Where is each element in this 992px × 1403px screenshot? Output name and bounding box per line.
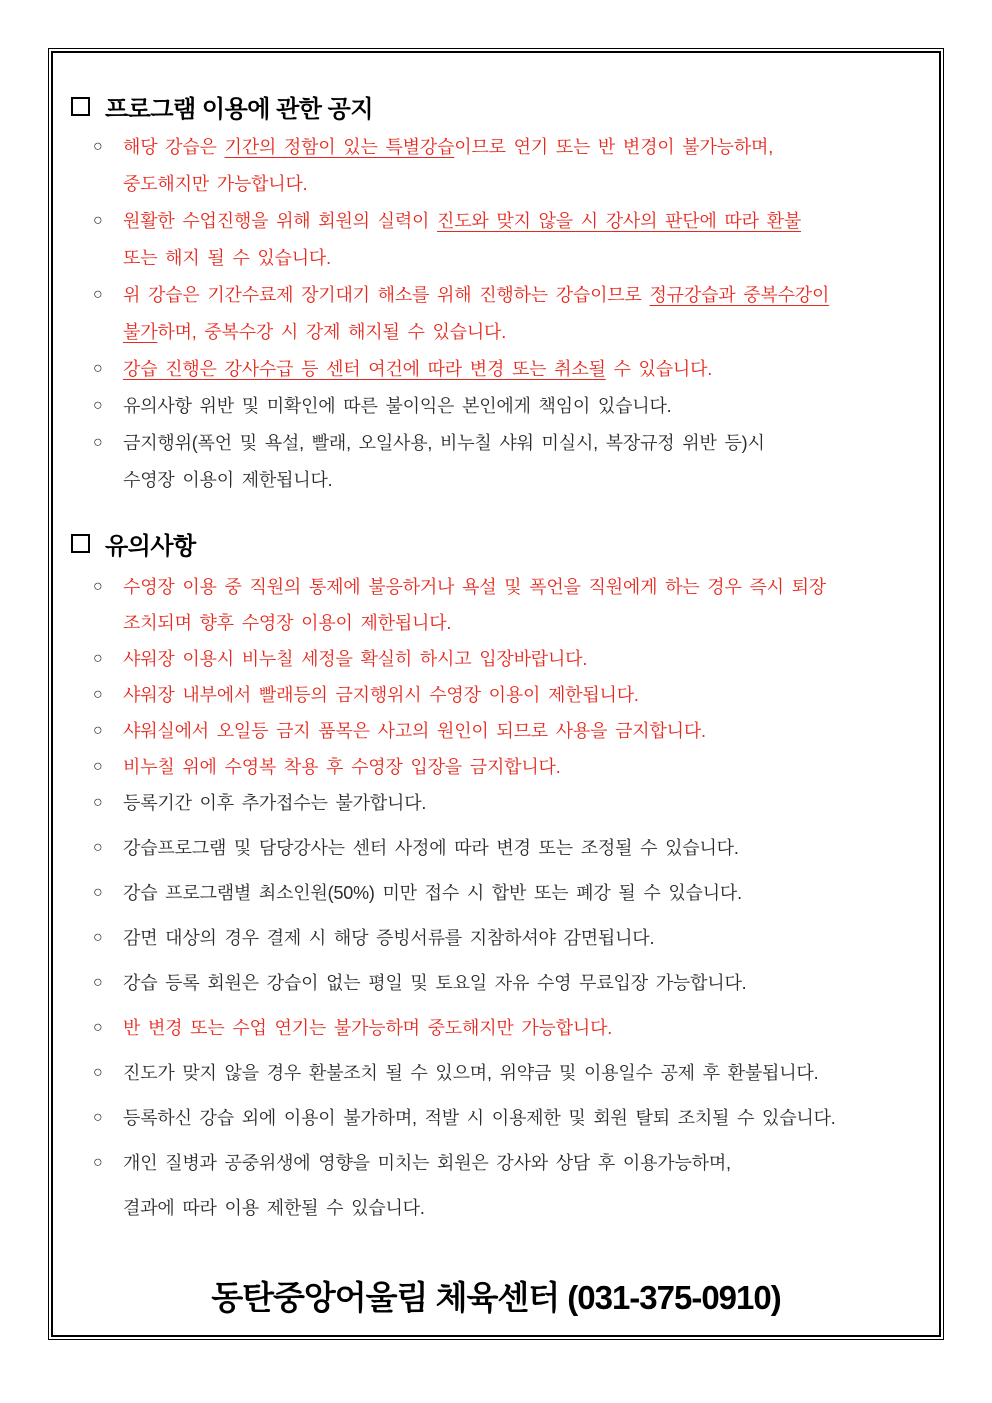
circle-bullet-icon: ○ bbox=[93, 360, 103, 377]
notice-item bbox=[69, 394, 923, 418]
item-text bbox=[123, 575, 826, 599]
circle-bullet-icon: ○ bbox=[93, 1109, 103, 1126]
text-segment: 강습프로그램 및 담당강사는 센터 사정에 따라 변경 또는 조정될 수 있습니다. bbox=[123, 838, 739, 858]
circle-bullet-icon: ○ bbox=[93, 578, 103, 595]
text-segment: 수 있습니다. bbox=[605, 359, 713, 379]
text-segment: 하며, 중복수강 시 강제 해지될 수 있습니다. bbox=[157, 322, 506, 342]
underlined-text-segment: 기간의 정함이 있는 특별강습 bbox=[224, 137, 455, 157]
text-segment: 등록기간 이후 추가접수는 불가합니다. bbox=[123, 793, 427, 813]
circle-bullet-icon: ○ bbox=[93, 434, 103, 451]
section1-title-text: 프로그램 이용에 관한 공지 bbox=[105, 95, 374, 123]
text-segment: 강습 등록 회원은 강습이 없는 평일 및 토요일 자유 수영 무료입장 가능합니다. bbox=[123, 973, 747, 993]
circle-bullet-icon: ○ bbox=[93, 722, 103, 739]
section2-title-text: 유의사항 bbox=[105, 532, 196, 560]
text-segment: 감면 대상의 경우 결제 시 해당 증빙서류를 지참하셔야 감면됩니다. bbox=[123, 928, 655, 948]
text-segment: 유의사항 위반 및 미확인에 따른 불이익은 본인에게 책임이 있습니다. bbox=[123, 396, 672, 416]
text-segment: 위 강습은 기간수료제 장기대기 해소를 위해 진행하는 강습이므로 bbox=[123, 285, 650, 305]
item-text bbox=[123, 246, 331, 270]
circle-bullet-icon: ○ bbox=[93, 974, 103, 991]
notice-item bbox=[69, 575, 923, 599]
text-segment: 샤워실에서 오일등 금지 품목은 사고의 원인이 되므로 사용을 금지합니다. bbox=[123, 721, 706, 741]
section2-title bbox=[71, 528, 923, 558]
item-text bbox=[123, 755, 561, 779]
item-text bbox=[123, 1061, 818, 1085]
square-bullet-icon bbox=[71, 97, 90, 116]
item-text bbox=[123, 1196, 425, 1220]
item-text bbox=[123, 611, 451, 635]
circle-bullet-icon: ○ bbox=[93, 286, 103, 303]
circle-bullet-icon: ○ bbox=[93, 138, 103, 155]
notice-item-continuation bbox=[69, 172, 923, 196]
text-segment: 원활한 수업진행을 위해 회원의 실력이 bbox=[123, 211, 438, 231]
text-segment: 개인 질병과 공중위생에 영향을 미치는 회원은 강사와 상담 후 이용가능하며, bbox=[123, 1153, 731, 1173]
item-text bbox=[123, 881, 742, 905]
text-segment: 이므로 연기 또는 반 변경이 불가능하며, bbox=[454, 137, 774, 157]
circle-bullet-icon: ○ bbox=[93, 839, 103, 856]
circle-bullet-icon: ○ bbox=[93, 686, 103, 703]
underlined-text-segment: 정규강습과 중복수강이 bbox=[649, 285, 830, 305]
notice-item bbox=[69, 1106, 923, 1130]
circle-bullet-icon: ○ bbox=[93, 650, 103, 667]
item-text bbox=[123, 719, 706, 743]
circle-bullet-icon: ○ bbox=[93, 1154, 103, 1171]
text-segment: 샤워장 이용시 비누칠 세정을 확실히 하시고 입장바랍니다. bbox=[123, 649, 588, 669]
notice-item bbox=[69, 357, 923, 381]
circle-bullet-icon: ○ bbox=[93, 1019, 103, 1036]
item-text bbox=[123, 394, 671, 418]
notice-item bbox=[69, 1151, 923, 1175]
circle-bullet-icon: ○ bbox=[93, 794, 103, 811]
square-bullet-icon bbox=[71, 534, 90, 553]
item-text bbox=[123, 683, 639, 707]
notice-item-continuation bbox=[69, 468, 923, 492]
center-name-footer: 동탄중앙어울림 체육센터 (031-375-0910) bbox=[211, 1279, 781, 1316]
text-segment: 중도해지만 가능합니다. bbox=[123, 174, 308, 194]
circle-bullet-icon: ○ bbox=[93, 758, 103, 775]
item-text bbox=[123, 209, 801, 233]
text-segment: 샤워장 내부에서 빨래등의 금지행위시 수영장 이용이 제한됩니다. bbox=[123, 685, 639, 705]
item-text bbox=[123, 1106, 836, 1130]
notice-item-continuation bbox=[69, 611, 923, 635]
notice-item-continuation bbox=[69, 246, 923, 270]
text-segment: 반 변경 또는 수업 연기는 불가능하며 중도해지만 가능합니다. bbox=[123, 1018, 613, 1038]
circle-bullet-icon: ○ bbox=[93, 929, 103, 946]
item-text bbox=[123, 647, 587, 671]
item-text bbox=[123, 357, 712, 381]
underlined-text-segment: 진도와 맞지 않을 시 강사의 판단에 따라 환불 bbox=[437, 211, 802, 231]
item-text bbox=[123, 135, 773, 159]
circle-bullet-icon: ○ bbox=[93, 212, 103, 229]
text-segment: 금지행위(폭언 및 욕설, 빨래, 오일사용, 비누칠 샤워 미실시, 복장규정 위반 등)시 bbox=[123, 433, 765, 453]
notice-item bbox=[69, 1061, 923, 1085]
text-segment: 결과에 따라 이용 제한될 수 있습니다. bbox=[123, 1198, 425, 1218]
notice-item-continuation bbox=[69, 1196, 923, 1220]
text-segment: 수영장 이용 중 직원의 통제에 불응하거나 욕설 및 폭언을 직원에게 하는 경우 즉시 퇴장 bbox=[123, 577, 826, 597]
item-text bbox=[123, 1151, 731, 1175]
notice-item bbox=[69, 683, 923, 707]
notice-item bbox=[69, 647, 923, 671]
item-text bbox=[123, 431, 765, 455]
text-segment: 해당 강습은 bbox=[123, 137, 225, 157]
item-text bbox=[123, 926, 654, 950]
text-segment: 비누칠 위에 수영복 착용 후 수영장 입장을 금지합니다. bbox=[123, 757, 561, 777]
notice-item bbox=[69, 1016, 923, 1040]
notice-item bbox=[69, 283, 923, 307]
item-text bbox=[123, 320, 506, 344]
notice-item bbox=[69, 881, 923, 905]
item-text bbox=[123, 836, 739, 860]
item-text bbox=[123, 971, 746, 995]
notice-item bbox=[69, 926, 923, 950]
item-text bbox=[123, 1016, 612, 1040]
text-segment: 조치되며 향후 수영장 이용이 제한됩니다. bbox=[123, 613, 452, 633]
notice-item bbox=[69, 791, 923, 815]
item-text bbox=[123, 172, 307, 196]
notice-item bbox=[69, 755, 923, 779]
item-text bbox=[123, 791, 426, 815]
section1-title bbox=[71, 91, 923, 121]
notice-item bbox=[69, 971, 923, 995]
notice-item bbox=[69, 135, 923, 159]
underlined-text-segment: 강습 진행은 강사수급 등 센터 여건에 따라 변경 또는 취소될 bbox=[123, 359, 606, 379]
notice-item-continuation bbox=[69, 320, 923, 344]
item-text bbox=[123, 283, 829, 307]
notice-item bbox=[69, 719, 923, 743]
notice-item bbox=[69, 209, 923, 233]
circle-bullet-icon: ○ bbox=[93, 884, 103, 901]
section2-items bbox=[69, 575, 923, 1220]
text-segment: 진도가 맞지 않을 경우 환불조치 될 수 있으며, 위약금 및 이용일수 공제 후 환불됩니다. bbox=[123, 1063, 819, 1083]
circle-bullet-icon: ○ bbox=[93, 397, 103, 414]
circle-bullet-icon: ○ bbox=[93, 1064, 103, 1081]
outer-border bbox=[48, 48, 944, 1340]
text-segment: 수영장 이용이 제한됩니다. bbox=[123, 470, 333, 490]
notice-item bbox=[69, 431, 923, 455]
inner-border bbox=[51, 51, 941, 1337]
underlined-text-segment: 불가 bbox=[123, 322, 158, 342]
text-segment: 강습 프로그램별 최소인원(50%) 미만 접수 시 합반 또는 폐강 될 수 있습니다. bbox=[123, 883, 742, 903]
text-segment: 등록하신 강습 외에 이용이 불가하며, 적발 시 이용제한 및 회원 탈퇴 조치될 수 있습니다. bbox=[123, 1108, 836, 1128]
item-text bbox=[123, 468, 332, 492]
notice-item bbox=[69, 836, 923, 860]
section1-items bbox=[69, 135, 923, 492]
text-segment: 또는 해지 될 수 있습니다. bbox=[123, 248, 331, 268]
